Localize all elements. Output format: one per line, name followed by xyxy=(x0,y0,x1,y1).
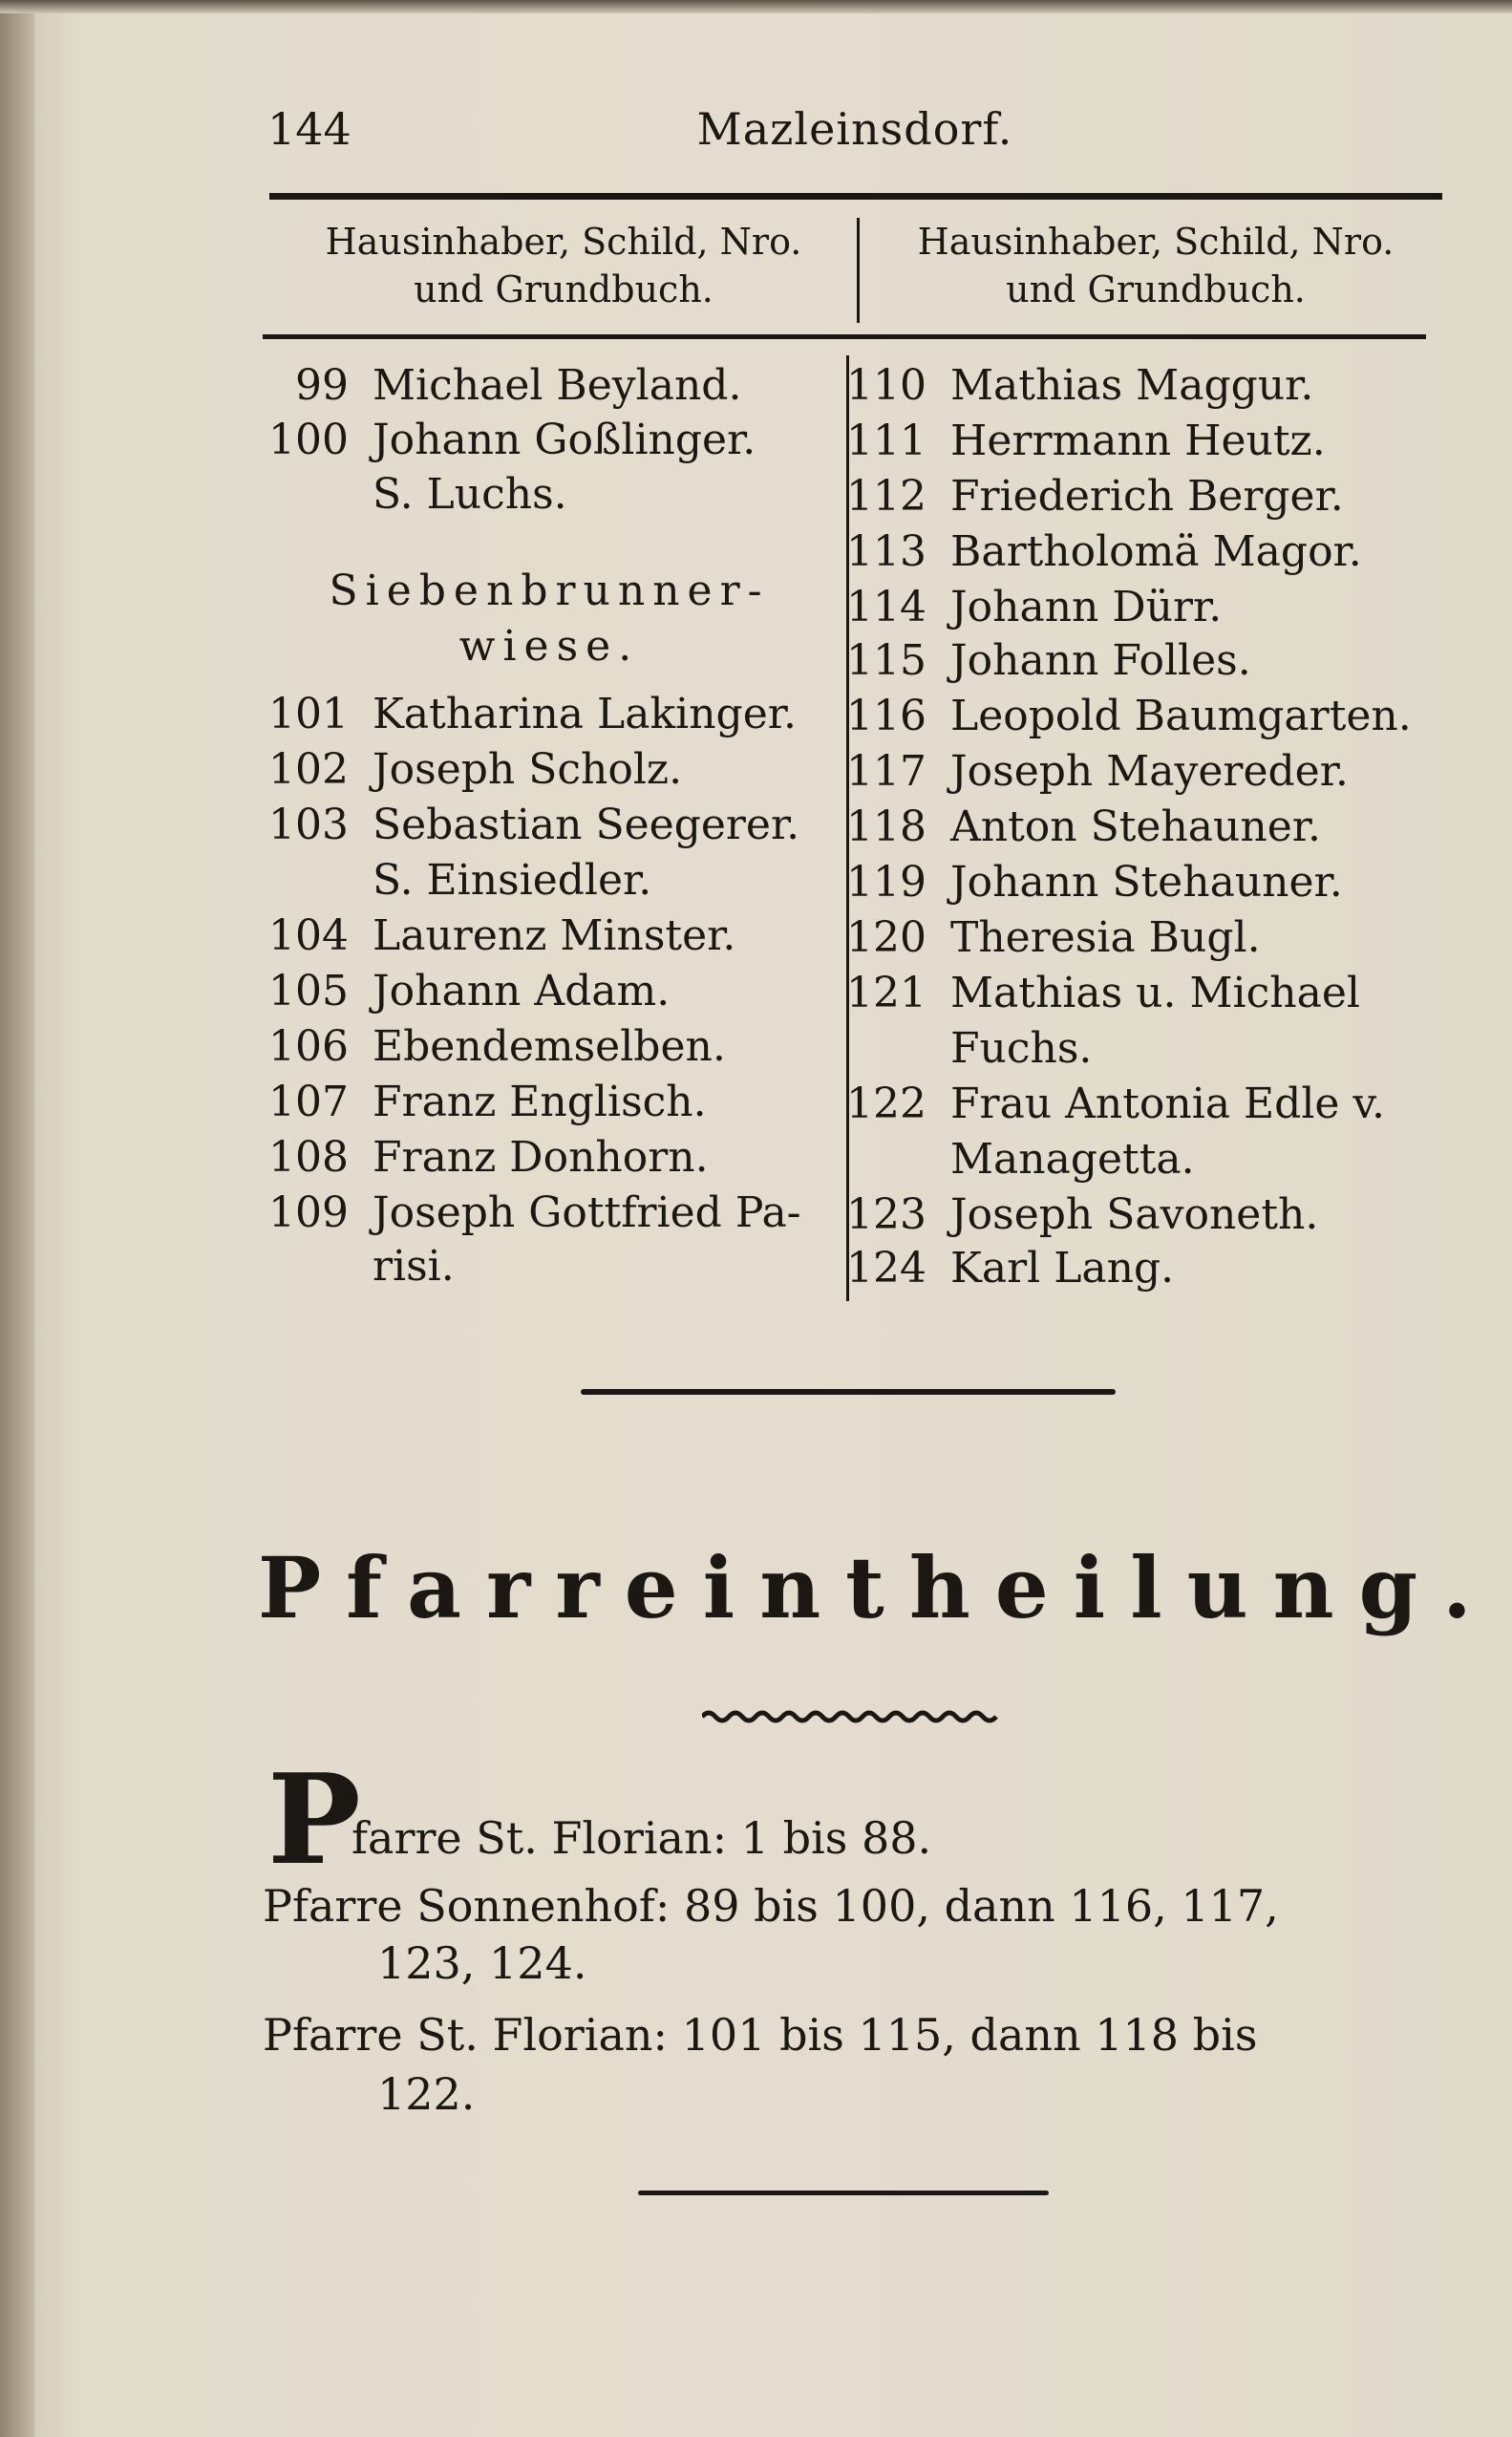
entry-name: Friederich Berger. xyxy=(950,472,1344,521)
entry-name: Leopold Baumgarten. xyxy=(950,692,1412,740)
entry-number: 102 xyxy=(268,745,349,794)
entry-name: Johann Goßlinger. xyxy=(373,416,756,464)
entry-name: Franz Englisch. xyxy=(373,1078,707,1126)
entry-name: Joseph Savoneth. xyxy=(950,1190,1319,1239)
binding-edge xyxy=(0,0,34,2437)
right-header-line-2: und Grundbuch. xyxy=(1006,268,1306,310)
left-header-line-1: Hausinhaber, Schild, Nro. xyxy=(325,221,802,263)
entry-name: Ebendemselben. xyxy=(373,1022,726,1071)
entry-name: Anton Stehauner. xyxy=(950,802,1321,851)
entry-name: Katharina Lakinger. xyxy=(373,690,797,738)
page-number: 144 xyxy=(267,103,351,155)
entry-number: 103 xyxy=(268,801,349,849)
right-column-header xyxy=(860,218,1452,313)
entry-number: 105 xyxy=(268,967,349,1015)
entry-number: 116 xyxy=(846,692,926,740)
entry-name: Karl Lang. xyxy=(950,1244,1175,1293)
parish-line-3: Pfarre St. Florian: 101 bis 115, dann 118 bis xyxy=(263,2009,1258,2061)
parish-line-2-cont: 123, 124. xyxy=(377,1937,587,1989)
entry-name: Fuchs. xyxy=(950,1024,1093,1073)
entry-number: 108 xyxy=(268,1133,349,1182)
subheading-line-2: wiese. xyxy=(458,622,640,671)
entry-name: S. Luchs. xyxy=(373,470,567,519)
entry-number: 118 xyxy=(846,802,926,851)
section-separator-rule xyxy=(581,1389,1116,1395)
parish-line-3-cont: 122. xyxy=(377,2068,476,2120)
entry-name: Herrmann Heutz. xyxy=(950,417,1326,465)
entry-number: 115 xyxy=(846,636,926,685)
entry-name: Mathias Maggur. xyxy=(950,361,1314,410)
entry-name: Johann Dürr. xyxy=(950,583,1223,631)
entry-number: 104 xyxy=(268,911,349,960)
entry-number: 101 xyxy=(268,690,349,738)
parish-line-2: Pfarre Sonnenhof: 89 bis 100, dann 116, 117, xyxy=(263,1880,1279,1932)
entry-number: 117 xyxy=(846,747,926,796)
entry-name: Laurenz Minster. xyxy=(373,911,736,960)
entry-number: 120 xyxy=(846,913,926,962)
entry-number: 123 xyxy=(846,1190,926,1239)
entry-number: 114 xyxy=(846,583,926,631)
entry-name: Managetta. xyxy=(950,1135,1195,1184)
entry-number: 109 xyxy=(268,1188,349,1237)
entry-number: 119 xyxy=(846,858,926,907)
ornament-wavy-rule xyxy=(702,1705,998,1728)
page-header xyxy=(267,103,1442,170)
entry-number: 110 xyxy=(846,361,926,410)
entry-number: 111 xyxy=(846,417,926,465)
subheading xyxy=(263,564,836,674)
entry-name: S. Einsiedler. xyxy=(373,856,652,905)
closing-rule xyxy=(638,2191,1049,2195)
entry-number: 107 xyxy=(268,1078,349,1126)
header-rule-top xyxy=(269,193,1442,200)
entry-number: 99 xyxy=(295,361,349,410)
entry-name: Frau Antonia Edle v. xyxy=(950,1080,1386,1128)
left-header-line-2: und Grundbuch. xyxy=(414,268,713,310)
entry-name: Theresia Bugl. xyxy=(950,913,1261,962)
entry-number: 122 xyxy=(846,1080,926,1128)
entry-number: 113 xyxy=(846,527,926,576)
entry-name: Johann Folles. xyxy=(950,636,1251,685)
section-title: Pfarreintheilung. xyxy=(258,1538,1497,1637)
entry-number: 112 xyxy=(846,472,926,521)
entry-name: Bartholomä Magor. xyxy=(950,527,1362,576)
subheading-line-1: Siebenbrunner- xyxy=(329,566,770,615)
entry-number: 106 xyxy=(268,1022,349,1071)
parish-line-1: farre St. Florian: 1 bis 88. xyxy=(351,1812,932,1864)
right-header-line-1: Hausinhaber, Schild, Nro. xyxy=(917,221,1395,263)
entry-name: Joseph Mayereder. xyxy=(950,747,1349,796)
top-edge xyxy=(0,0,1512,13)
header-rule-bottom xyxy=(263,334,1426,339)
entry-name: Mathias u. Michael xyxy=(950,969,1360,1017)
left-column-header xyxy=(267,218,860,313)
entry-number: 124 xyxy=(846,1244,926,1293)
entry-name: Johann Stehauner. xyxy=(950,858,1343,907)
entry-name: Michael Beyland. xyxy=(373,361,742,410)
entry-name: Joseph Scholz. xyxy=(373,745,683,794)
dropcap-letter: P xyxy=(267,1746,361,1892)
entry-name: Joseph Gottfried Pa- xyxy=(373,1188,801,1237)
entry-name: Franz Donhorn. xyxy=(373,1133,709,1182)
entry-number: 121 xyxy=(846,969,926,1017)
entry-name: Johann Adam. xyxy=(373,967,671,1015)
running-title: Mazleinsdorf. xyxy=(696,103,1013,155)
entry-name: Sebastian Seegerer. xyxy=(373,801,800,849)
entry-number: 100 xyxy=(268,416,349,464)
entry-name: risi. xyxy=(373,1242,455,1291)
